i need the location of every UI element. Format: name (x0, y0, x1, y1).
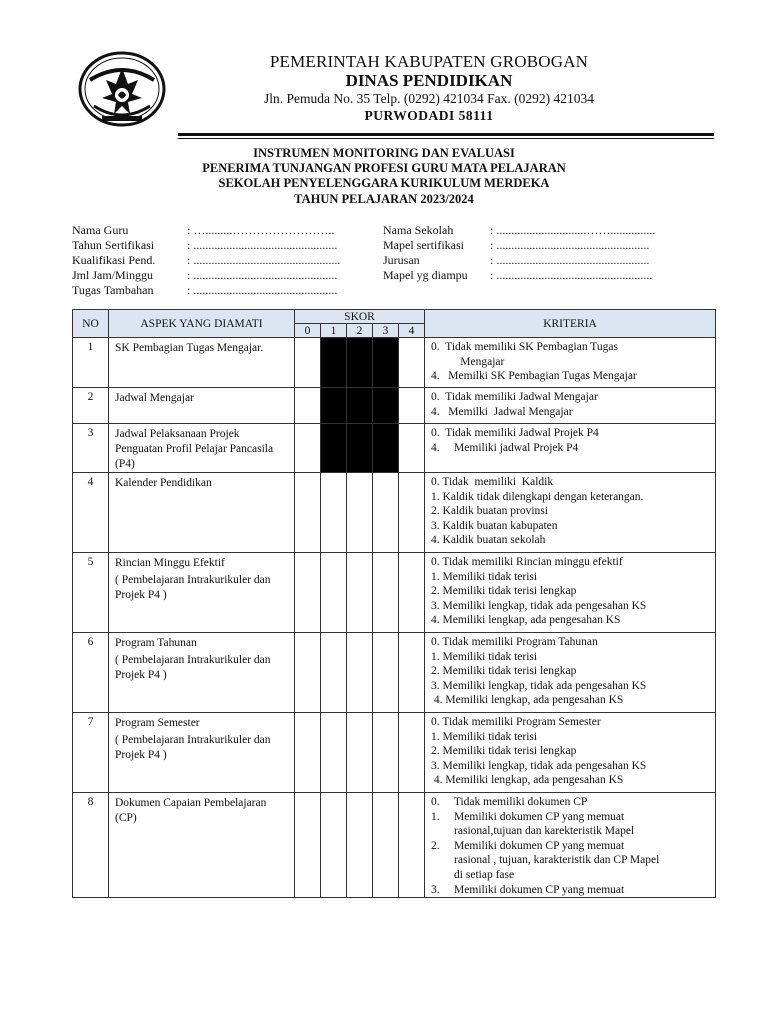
evaluation-table (72, 309, 716, 898)
header-score-1: 1 (321, 324, 347, 338)
criteria-cell (425, 633, 716, 713)
score-cell-2[interactable] (347, 793, 373, 898)
score-cell-3[interactable] (373, 713, 399, 793)
aspect-cell (109, 633, 295, 713)
score-cell-1[interactable] (321, 553, 347, 633)
criteria-line: 2. Memiliki dokumen CP yang memuat (431, 839, 625, 852)
row-number: 6 (73, 633, 109, 713)
criteria-cell (425, 424, 716, 473)
aspect-cell: Kalender Pendidikan (109, 473, 295, 553)
aspect-cell (109, 713, 295, 793)
score-cell-0[interactable] (295, 553, 321, 633)
criteria-line: 3. Kaldik buatan kabupaten (431, 519, 558, 532)
mapel-diampu-field[interactable]: : .................................................... (490, 268, 653, 282)
score-cell-0[interactable] (295, 388, 321, 424)
score-cell-2[interactable] (347, 473, 373, 553)
kualifikasi-label: Kualifikasi Pend. (72, 253, 156, 267)
aspect-title: Program Semester (115, 717, 200, 729)
criteria-line: 1. Kaldik tidak dilengkapi dengan keterangan. (431, 490, 644, 503)
score-cell-3[interactable] (373, 793, 399, 898)
criteria-line: 1. Memiliki tidak terisi (431, 570, 538, 583)
score-cell-1[interactable] (321, 793, 347, 898)
score-cell-4[interactable] (399, 338, 425, 388)
table-row (73, 473, 716, 553)
table-row (73, 388, 716, 424)
criteria-line: 4. Memiliki lengkap, ada pengesahan KS (431, 774, 624, 787)
table-row (73, 338, 716, 388)
header-no: NO (73, 310, 109, 338)
criteria-line: rasional , tujuan, karakteristik dan CP Mapel (431, 854, 660, 867)
score-cell-0[interactable] (295, 473, 321, 553)
criteria-line: 2. Memiliki tidak terisi lengkap (431, 745, 577, 758)
criteria-line: di setiap fase (431, 868, 515, 881)
criteria-line: 1. Memiliki tidak terisi (431, 730, 538, 743)
score-cell-0[interactable] (295, 713, 321, 793)
table-row (73, 633, 716, 713)
criteria-cell (425, 713, 716, 793)
score-cell-blocked (373, 424, 399, 473)
letterhead-government: PEMERINTAH KABUPATEN GROBOGAN (269, 52, 589, 71)
score-cell-blocked (347, 388, 373, 424)
criteria-cell (425, 473, 716, 553)
score-cell-blocked (321, 338, 347, 388)
score-cell-3[interactable] (373, 633, 399, 713)
header-aspek: ASPEK YANG DIAMATI (109, 310, 295, 338)
criteria-line: 2. Memiliki tidak terisi lengkap (431, 665, 577, 678)
criteria-line: 0. Tidak memiliki Jadwal Mengajar (431, 391, 598, 403)
score-cell-4[interactable] (399, 793, 425, 898)
criteria-line: 4. Memilki SK Pembagian Tugas Mengajar (431, 370, 637, 383)
criteria-line: 4. Memiliki lengkap, ada pengesahan KS (431, 694, 624, 707)
aspect-title: Rincian Minggu Efektif (115, 557, 225, 569)
criteria-cell (425, 388, 716, 424)
score-cell-1[interactable] (321, 473, 347, 553)
score-cell-blocked (321, 424, 347, 473)
aspect-cell: SK Pembagian Tugas Mengajar. (109, 338, 295, 388)
criteria-line: 0. Tidak memiliki SK Pembagian Tugas (431, 341, 618, 353)
jml-jam-label: Jml Jam/Minggu (72, 268, 154, 282)
score-cell-1[interactable] (321, 633, 347, 713)
header-skor: SKOR (295, 310, 425, 324)
document-title-line-1: INSTRUMEN MONITORING DAN EVALUASI (253, 146, 515, 160)
row-number: 8 (73, 793, 109, 898)
score-cell-blocked (347, 338, 373, 388)
tahun-sertifikasi-label: Tahun Sertifikasi (72, 238, 155, 252)
criteria-line: 4. Memiliki lengkap, ada pengesahan KS (431, 614, 621, 627)
criteria-line: 4. Memiliki jadwal Projek P4 (431, 441, 579, 454)
criteria-line: 0. Tidak memiliki Jadwal Projek P4 (431, 427, 599, 439)
score-cell-blocked (321, 388, 347, 424)
row-number: 3 (73, 424, 109, 473)
score-cell-blocked (373, 338, 399, 388)
score-cell-2[interactable] (347, 713, 373, 793)
score-cell-blocked (373, 388, 399, 424)
score-cell-2[interactable] (347, 633, 373, 713)
letterhead-rule-thin (178, 138, 714, 139)
letterhead-rule-thick (178, 133, 714, 136)
jml-jam-field[interactable]: : ................................................ (187, 268, 338, 282)
criteria-line: 0. Tidak memiliki Kaldik (431, 476, 554, 488)
nama-guru-label: Nama Guru (72, 223, 129, 237)
row-number: 2 (73, 388, 109, 424)
criteria-line: 0. Tidak memiliki Program Semester (431, 716, 601, 728)
criteria-line: 4. Memilki Jadwal Mengajar (431, 405, 573, 418)
criteria-cell (425, 553, 716, 633)
criteria-line: Mengajar (443, 355, 505, 368)
nama-sekolah-label: Nama Sekolah (383, 223, 454, 237)
score-cell-0[interactable] (295, 338, 321, 388)
mapel-sertifikasi-field[interactable]: : ................................................... (490, 238, 650, 252)
score-cell-3[interactable] (373, 553, 399, 633)
header-score-3: 3 (373, 324, 399, 338)
score-cell-0[interactable] (295, 633, 321, 713)
table-row (73, 553, 716, 633)
score-cell-4[interactable] (399, 424, 425, 473)
score-cell-4[interactable] (399, 633, 425, 713)
header-score-4: 4 (399, 324, 425, 338)
mapel-diampu-label: Mapel yg diampu (383, 268, 468, 282)
criteria-cell (425, 793, 716, 898)
criteria-line: 1. Memiliki dokumen CP yang memuat (431, 810, 625, 823)
table-row (73, 424, 716, 473)
row-number: 5 (73, 553, 109, 633)
jurusan-field[interactable]: : ................................................... (490, 253, 650, 267)
criteria-line: 2. Kaldik buatan provinsi (431, 505, 548, 518)
score-cell-2[interactable] (347, 553, 373, 633)
tugas-tambahan-label: Tugas Tambahan (72, 283, 154, 297)
document-title-line-4: TAHUN PELAJARAN 2023/2024 (294, 192, 474, 206)
tugas-tambahan-field[interactable]: : ................................................ (187, 283, 338, 297)
aspect-subtitle: ( Pembelajaran Intrakurikuler dan Projek P4 ) (115, 574, 271, 601)
score-cell-3[interactable] (373, 473, 399, 553)
row-number: 4 (73, 473, 109, 553)
aspect-subtitle: ( Pembelajaran Intrakurikuler dan Projek P4 ) (115, 654, 271, 681)
criteria-line: 0. Tidak memiliki Rincian minggu efektif (431, 556, 623, 568)
score-cell-blocked (347, 424, 373, 473)
criteria-line: 3. Memiliki lengkap, tidak ada pengesahan KS (431, 679, 647, 692)
header-score-0: 0 (295, 324, 321, 338)
score-cell-4[interactable] (399, 553, 425, 633)
criteria-line: 3. Memiliki lengkap, tidak ada pengesahan KS (431, 759, 647, 772)
nama-guru-field[interactable]: : ….........…………………….. (187, 223, 335, 237)
kualifikasi-field[interactable]: : ................................................. (187, 253, 341, 267)
criteria-line: rasional,tujuan dan karekteristik Mapel (431, 825, 635, 838)
table-row (73, 793, 716, 898)
score-cell-1[interactable] (321, 713, 347, 793)
header-kriteria: KRITERIA (425, 310, 716, 338)
table-row (73, 713, 716, 793)
letterhead-agency: DINAS PENDIDIKAN (345, 71, 513, 90)
header-score-2: 2 (347, 324, 373, 338)
criteria-line: 0. Tidak memiliki dokumen CP (431, 796, 588, 808)
letterhead-city: PURWODADI 58111 (364, 108, 494, 123)
aspect-cell: Dokumen Capaian Pembelajaran (CP) (109, 793, 295, 898)
criteria-line: 4. Kaldik buatan sekolah (431, 534, 546, 547)
tahun-sertifikasi-field[interactable]: : ................................................ (187, 238, 338, 252)
nama-sekolah-field[interactable]: : ..............................……............... (490, 223, 656, 237)
row-number: 7 (73, 713, 109, 793)
criteria-line: 3. Memiliki lengkap, tidak ada pengesahan KS (431, 599, 647, 612)
aspect-title: Program Tahunan (115, 637, 197, 649)
jurusan-label: Jurusan (383, 253, 420, 267)
document-title-line-2: PENERIMA TUNJANGAN PROFESI GURU MATA PELAJARAN (202, 161, 566, 175)
aspect-cell: Jadwal Pelaksanaan Projek Penguatan Profil Pelajar Pancasila (P4) (109, 424, 295, 473)
letterhead-address: Jln. Pemuda No. 35 Telp. (0292) 421034 Fax. (0292) 421034 (264, 91, 594, 106)
score-cell-0[interactable] (295, 793, 321, 898)
aspect-cell (109, 553, 295, 633)
score-cell-4[interactable] (399, 388, 425, 424)
criteria-cell (425, 338, 716, 388)
criteria-line: 2. Memiliki tidak terisi lengkap (431, 585, 577, 598)
aspect-cell: Jadwal Mengajar (109, 388, 295, 424)
mapel-sertifikasi-label: Mapel sertifikasi (383, 238, 464, 252)
aspect-subtitle: ( Pembelajaran Intrakurikuler dan Projek P4 ) (115, 734, 271, 761)
criteria-line: 0. Tidak memiliki Program Tahunan (431, 636, 598, 648)
criteria-line: 1. Memiliki tidak terisi (431, 650, 538, 663)
row-number: 1 (73, 338, 109, 388)
score-cell-4[interactable] (399, 713, 425, 793)
document-title-line-3: SEKOLAH PENYELENGGARA KURIKULUM MERDEKA (218, 176, 550, 190)
score-cell-4[interactable] (399, 473, 425, 553)
score-cell-0[interactable] (295, 424, 321, 473)
criteria-line: 3. Memiliki dokumen CP yang memuat (431, 883, 625, 896)
